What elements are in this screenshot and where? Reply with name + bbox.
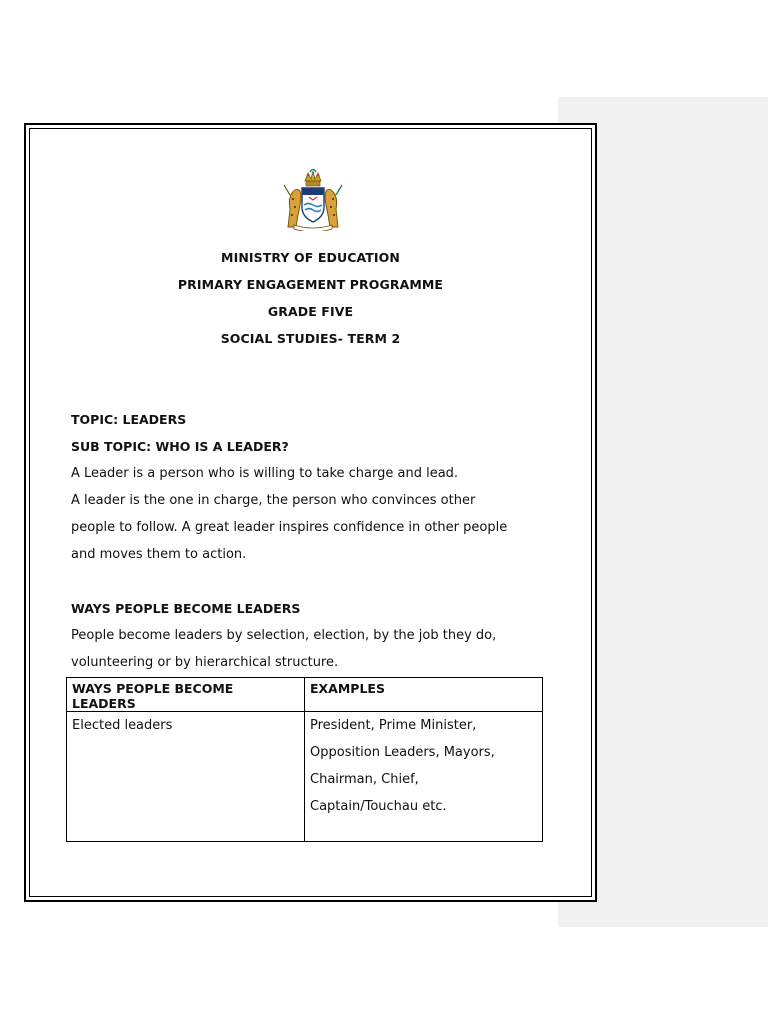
table-header-row [67,678,543,712]
document-page [24,123,597,902]
definition-line: A leader is the one in charge, the person who convinces other [71,493,476,508]
definition-line: and moves them to action. [71,547,247,562]
table-header-examples: EXAMPLES [305,678,543,712]
ways-intro-line: People become leaders by selection, election, by the job they do, [71,628,497,643]
definition-line: A Leader is a person who is willing to take charge and lead. [71,466,459,481]
subtopic-heading: SUB TOPIC: WHO IS A LEADER? [71,439,289,454]
coat-of-arms-icon [278,169,348,231]
table-header-ways: WAYS PEOPLE BECOME LEADERS [67,678,305,712]
table-cell-way [67,712,305,842]
way-label: Elected leaders [72,718,173,733]
topic-heading: TOPIC: LEADERS [71,412,187,427]
example-line: Chairman, Chief, [310,772,419,787]
programme-title: PRIMARY ENGAGEMENT PROGRAMME [177,277,444,292]
ways-table [66,677,543,842]
table-cell-examples [305,712,543,842]
definition-line: people to follow. A great leader inspires confidence in other people [71,520,508,535]
example-line: Captain/Touchau etc. [310,799,447,814]
ways-heading: WAYS PEOPLE BECOME LEADERS [71,601,301,616]
ministry-title: MINISTRY OF EDUCATION [221,250,400,265]
subject-title: SOCIAL STUDIES- TERM 2 [220,331,401,346]
grade-title: GRADE FIVE [267,304,354,319]
table-row [67,712,543,842]
example-line: President, Prime Minister, [310,718,477,733]
example-line: Opposition Leaders, Mayors, [310,745,495,760]
ways-intro-line: volunteering or by hierarchical structure. [71,655,339,670]
